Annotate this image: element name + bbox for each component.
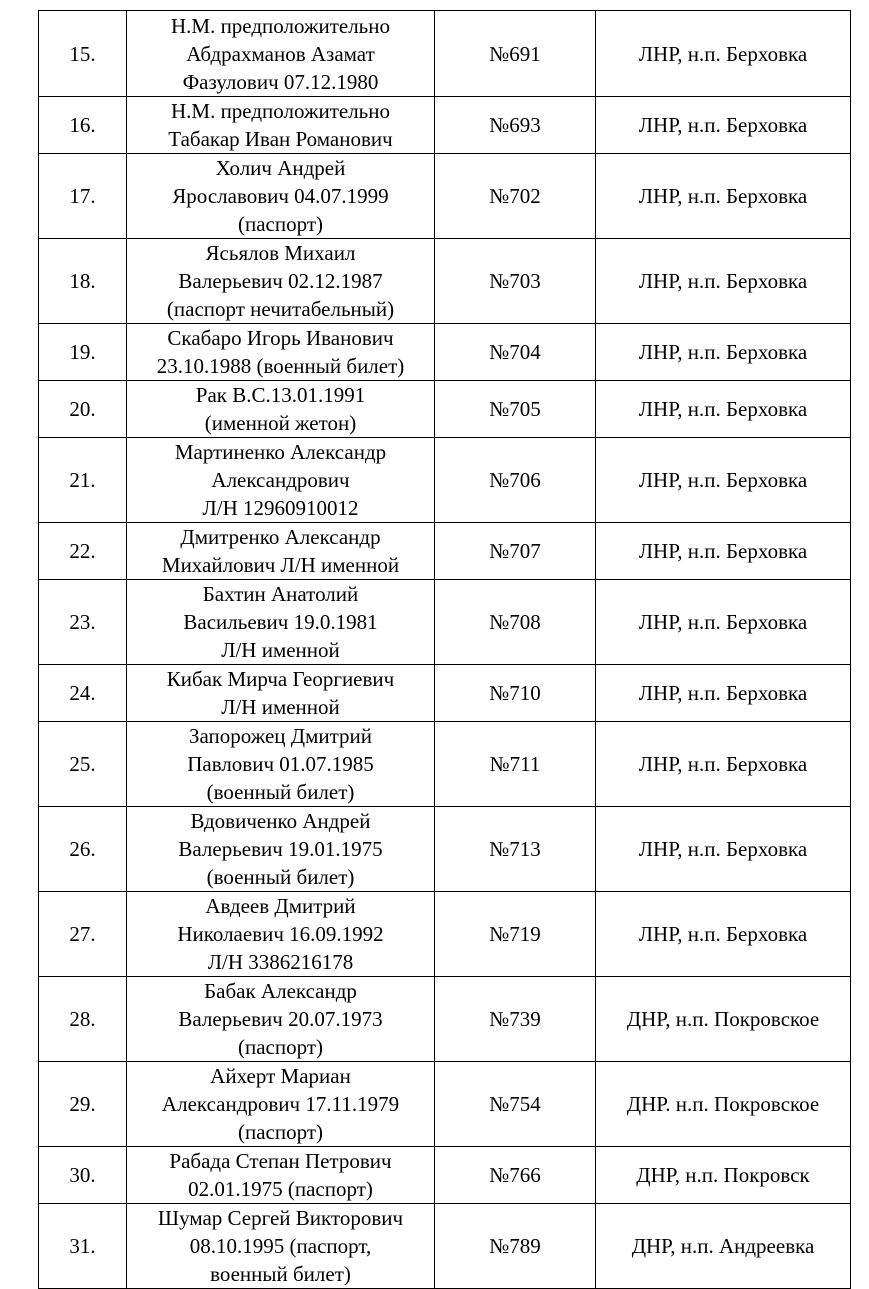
row-number: 24.	[39, 665, 127, 722]
record-id: №789	[435, 1204, 596, 1289]
table-row	[39, 438, 851, 523]
row-number: 30.	[39, 1147, 127, 1204]
location: ЛНР, н.п. Берховка	[596, 580, 851, 665]
table-row	[39, 523, 851, 580]
row-number: 28.	[39, 977, 127, 1062]
record-id: №719	[435, 892, 596, 977]
table-row	[39, 154, 851, 239]
person-name: Скабаро Игорь Иванович 23.10.1988 (военный билет)	[127, 324, 435, 381]
table-row	[39, 11, 851, 97]
table-row	[39, 1147, 851, 1204]
person-name: Авдеев Дмитрий Николаевич 16.09.1992 Л/Н 3386216178	[127, 892, 435, 977]
person-name: Вдовиченко Андрей Валерьевич 19.01.1975 (военный билет)	[127, 807, 435, 892]
row-number: 25.	[39, 722, 127, 807]
records-table	[38, 10, 851, 1289]
table-row	[39, 977, 851, 1062]
record-id: №703	[435, 239, 596, 324]
row-number: 27.	[39, 892, 127, 977]
location: ДНР, н.п. Андреевка	[596, 1204, 851, 1289]
person-name: Рабада Степан Петрович 02.01.1975 (паспорт)	[127, 1147, 435, 1204]
row-number: 18.	[39, 239, 127, 324]
location: ЛНР, н.п. Берховка	[596, 438, 851, 523]
record-id: №705	[435, 381, 596, 438]
location: ЛНР, н.п. Берховка	[596, 154, 851, 239]
person-name: Н.М. предположительно Табакар Иван Романович	[127, 97, 435, 154]
person-name: Рак В.С.13.01.1991 (именной жетон)	[127, 381, 435, 438]
record-id: №754	[435, 1062, 596, 1147]
table-row	[39, 239, 851, 324]
row-number: 31.	[39, 1204, 127, 1289]
row-number: 21.	[39, 438, 127, 523]
person-name: Дмитренко Александр Михайлович Л/Н именной	[127, 523, 435, 580]
row-number: 19.	[39, 324, 127, 381]
location: ЛНР, н.п. Берховка	[596, 239, 851, 324]
table-row	[39, 1062, 851, 1147]
location: ЛНР, н.п. Берховка	[596, 523, 851, 580]
location: ЛНР, н.п. Берховка	[596, 892, 851, 977]
table-row	[39, 665, 851, 722]
location: ЛНР, н.п. Берховка	[596, 722, 851, 807]
location: ДНР, н.п. Покровск	[596, 1147, 851, 1204]
record-id: №691	[435, 11, 596, 97]
location: ЛНР, н.п. Берховка	[596, 665, 851, 722]
location: ДНР. н.п. Покровское	[596, 1062, 851, 1147]
table-row	[39, 580, 851, 665]
record-id: №739	[435, 977, 596, 1062]
table-row	[39, 324, 851, 381]
row-number: 23.	[39, 580, 127, 665]
row-number: 16.	[39, 97, 127, 154]
row-number: 22.	[39, 523, 127, 580]
person-name: Ясьялов Михаил Валерьевич 02.12.1987 (паспорт нечитабельный)	[127, 239, 435, 324]
record-id: №711	[435, 722, 596, 807]
record-id: №766	[435, 1147, 596, 1204]
location: ЛНР, н.п. Берховка	[596, 11, 851, 97]
person-name: Айхерт Мариан Александрович 17.11.1979 (паспорт)	[127, 1062, 435, 1147]
location: ДНР, н.п. Покровское	[596, 977, 851, 1062]
person-name: Мартиненко Александр Александрович Л/Н 12960910012	[127, 438, 435, 523]
table-row	[39, 892, 851, 977]
record-id: №713	[435, 807, 596, 892]
person-name: Холич Андрей Ярославович 04.07.1999 (паспорт)	[127, 154, 435, 239]
location: ЛНР, н.п. Берховка	[596, 324, 851, 381]
table-row	[39, 722, 851, 807]
table-row	[39, 97, 851, 154]
person-name: Бабак Александр Валерьевич 20.07.1973 (паспорт)	[127, 977, 435, 1062]
location: ЛНР, н.п. Берховка	[596, 807, 851, 892]
person-name: Запорожец Дмитрий Павлович 01.07.1985 (военный билет)	[127, 722, 435, 807]
person-name: Бахтин Анатолий Васильевич 19.0.1981 Л/Н именной	[127, 580, 435, 665]
person-name: Шумар Сергей Викторович 08.10.1995 (паспорт, военный билет)	[127, 1204, 435, 1289]
record-id: №693	[435, 97, 596, 154]
record-id: №706	[435, 438, 596, 523]
record-id: №710	[435, 665, 596, 722]
table-row	[39, 1204, 851, 1289]
table-row	[39, 381, 851, 438]
row-number: 29.	[39, 1062, 127, 1147]
document-page	[38, 10, 850, 1289]
record-id: №704	[435, 324, 596, 381]
row-number: 20.	[39, 381, 127, 438]
person-name: Кибак Мирча Георгиевич Л/Н именной	[127, 665, 435, 722]
location: ЛНР, н.п. Берховка	[596, 381, 851, 438]
record-id: №708	[435, 580, 596, 665]
person-name: Н.М. предположительно Абдрахманов Азамат Фазулович 07.12.1980	[127, 11, 435, 97]
location: ЛНР, н.п. Берховка	[596, 97, 851, 154]
row-number: 17.	[39, 154, 127, 239]
row-number: 26.	[39, 807, 127, 892]
record-id: №702	[435, 154, 596, 239]
record-id: №707	[435, 523, 596, 580]
row-number: 15.	[39, 11, 127, 97]
table-row	[39, 807, 851, 892]
